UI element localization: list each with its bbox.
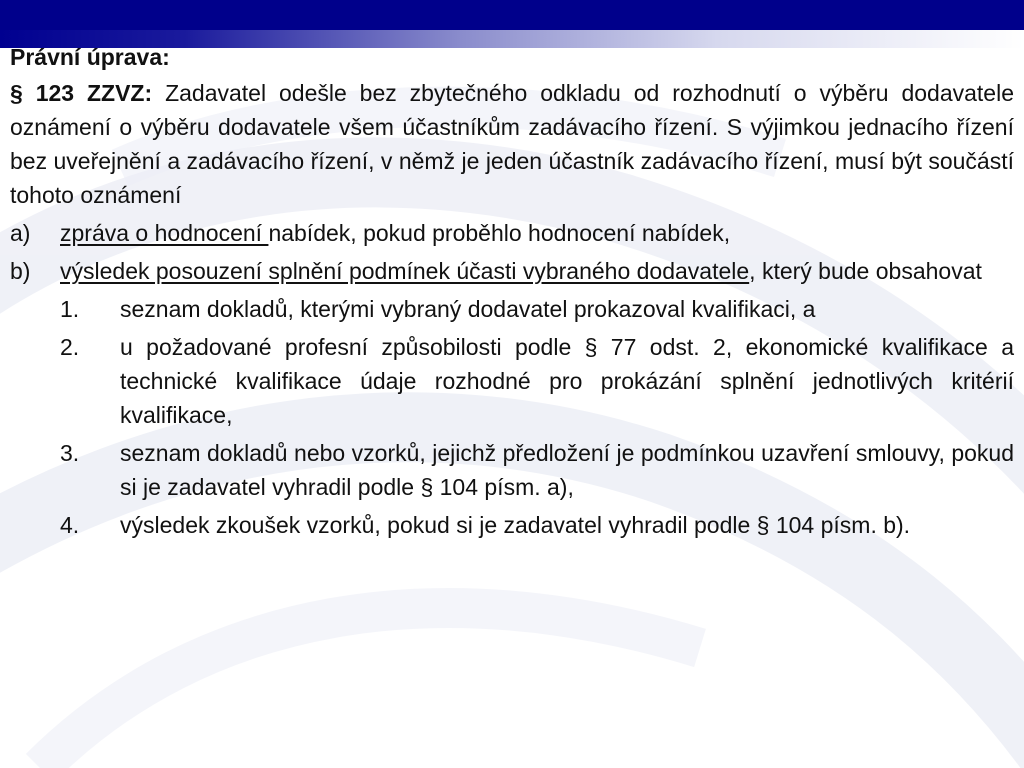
list-item-rest: nabídek, pokud proběhlo hodnocení nabídek, — [268, 220, 731, 246]
list-item-rest: , který bude obsahovat — [749, 258, 982, 284]
sublist-item-3 — [10, 436, 1014, 504]
sublist-item-2 — [10, 330, 1014, 432]
sublist-item-text: seznam dokladů, kterými vybraný dodavatel prokazoval kvalifikaci, a — [120, 296, 816, 322]
header-bar — [0, 0, 1024, 30]
sublist-item-text: u požadované profesní způsobilosti podle § 77 odst. 2, ekonomické kvalifikace a technické kvalifikace údaje rozhodné pro prokázání splnění jednotlivých kritérií kvalifikace, — [120, 334, 1014, 428]
list-marker: b) — [10, 258, 31, 284]
sublist-item-text: výsledek zkoušek vzorků, pokud si je zadavatel vyhradil podle § 104 písm. b). — [120, 512, 911, 538]
sublist-marker: 2. — [60, 334, 80, 360]
list-item-text — [60, 254, 1014, 288]
slide-content — [10, 40, 1014, 542]
sublist-marker: 4. — [60, 512, 80, 538]
list-item-a — [10, 216, 1014, 250]
sublist-item-1 — [10, 292, 1014, 326]
slide-heading: Právní úprava: — [10, 44, 170, 70]
underlined-term: výsledek posouzení splnění podmínek účasti vybraného dodavatele — [60, 258, 750, 284]
intro-text: Zadavatel odešle bez zbytečného odkladu od rozhodnutí o výběru dodavatele oznámení o výběru dodavatele všem účastníkům zadávacího řízení. S výjimkou jednacího řízení bez uveřejnění a zadávacího řízení, v němž je jeden účastník zadávacího řízení, musí být součástí tohoto oznámení — [10, 80, 1014, 208]
sublist-item-4 — [10, 508, 1014, 542]
list-item-b — [10, 254, 1014, 288]
sublist-marker: 1. — [60, 296, 80, 322]
list-marker: a) — [10, 220, 31, 246]
intro-paragraph — [10, 76, 1014, 212]
sublist-marker: 3. — [60, 440, 80, 466]
sublist-item-text: seznam dokladů nebo vzorků, jejichž předložení je podmínkou uzavření smlouvy, pokud si je zadavatel vyhradil podle § 104 písm. a), — [120, 440, 1014, 500]
law-reference: § 123 ZZVZ: — [10, 80, 153, 106]
underlined-term: zpráva o hodnocení — [60, 220, 269, 246]
list-item-text — [60, 216, 1014, 250]
